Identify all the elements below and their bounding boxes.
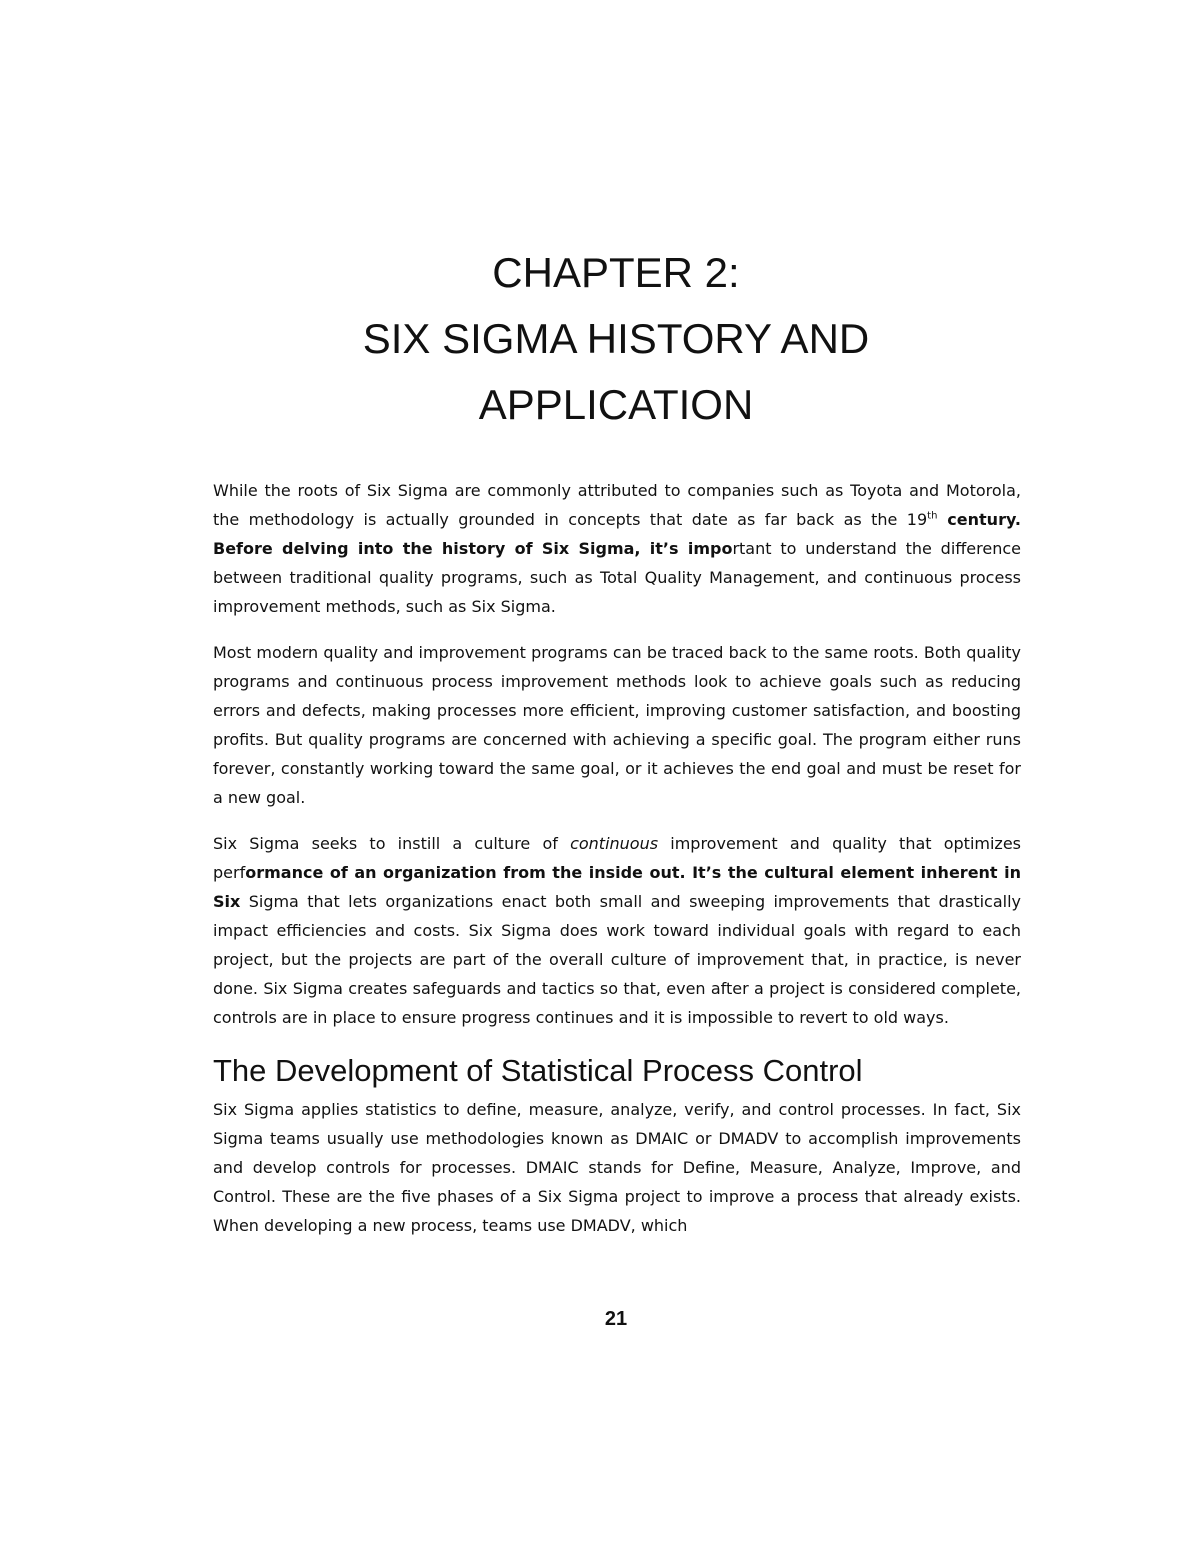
superscript-th: th bbox=[927, 510, 938, 522]
chapter-number: CHAPTER 2: bbox=[492, 249, 740, 296]
paragraph-intro-bold: century. Before delving into the history of Six Sigma, it’s impo bbox=[213, 510, 1022, 558]
emphasis-continuous: continuous bbox=[570, 834, 659, 853]
paragraph-intro-text-2: rtant to understand the difference between traditional quality programs, such as Total Quality Management, and continuous process improvement methods, such as Six Sigma. bbox=[213, 539, 1022, 616]
paragraph-culture-bold: ormance of an organization from the inside out. It’s the cultural element inherent in Six bbox=[213, 863, 1021, 911]
paragraph-culture-text-2: improvement and quality that optimizes perf bbox=[213, 834, 1022, 882]
chapter-title-line-2: APPLICATION bbox=[478, 381, 754, 428]
paragraph-six-sigma-culture bbox=[213, 829, 1021, 1032]
body-text bbox=[213, 476, 1021, 1248]
paragraph-quality-programs: Most modern quality and improvement programs can be traced back to the same roots. Both quality programs and continuous process improvement methods look to achieve goals such as reducing errors and defects, making processes more efficient, improving customer satisfaction, and boosting profits. But quality programs are concerned with achieving a specific goal. The program either runs forever, constantly working toward the same goal, or it achieves the end goal and must be reset for a new goal. bbox=[213, 643, 1021, 807]
section-heading: The Development of Statistical Process Control bbox=[213, 1053, 863, 1088]
paragraph-statistics: Six Sigma applies statistics to define, measure, analyze, verify, and control processes. In fact, Six Sigma teams usually use methodologies known as DMAIC or DMADV to accomplish improvements and develop controls for processes. DMAIC stands for Define, Measure, Analyze, Improve, and Control. These are the five phases of a Six Sigma project to improve a process that already exists. When developing a new process, teams use DMADV, which bbox=[213, 1100, 1021, 1235]
paragraph-culture-text-1: Six Sigma seeks to instill a culture of bbox=[213, 834, 571, 853]
paragraph-intro bbox=[213, 476, 1021, 621]
chapter-title bbox=[200, 240, 1032, 438]
paragraph-intro-text-1: While the roots of Six Sigma are commonly attributed to companies such as Toyota and Motorola, the methodology is actually grounded in concepts that date as far back as the 19 bbox=[213, 481, 1021, 529]
chapter-title-line-1: SIX SIGMA HISTORY AND bbox=[362, 315, 870, 362]
page-number: 21 bbox=[604, 1308, 628, 1330]
paragraph-culture-text-3: Sigma that lets organizations enact both small and sweeping improvements that drastically impact efficiencies and costs. Six Sigma does work toward individual goals with regard to each project, but the projects are part of the overall culture of improvement that, in practice, is never done. Six Sigma creates safeguards and tactics so that, even after a project is considered complete, controls are in place to ensure progress continues and it is impossible to revert to old ways. bbox=[213, 892, 1021, 1027]
